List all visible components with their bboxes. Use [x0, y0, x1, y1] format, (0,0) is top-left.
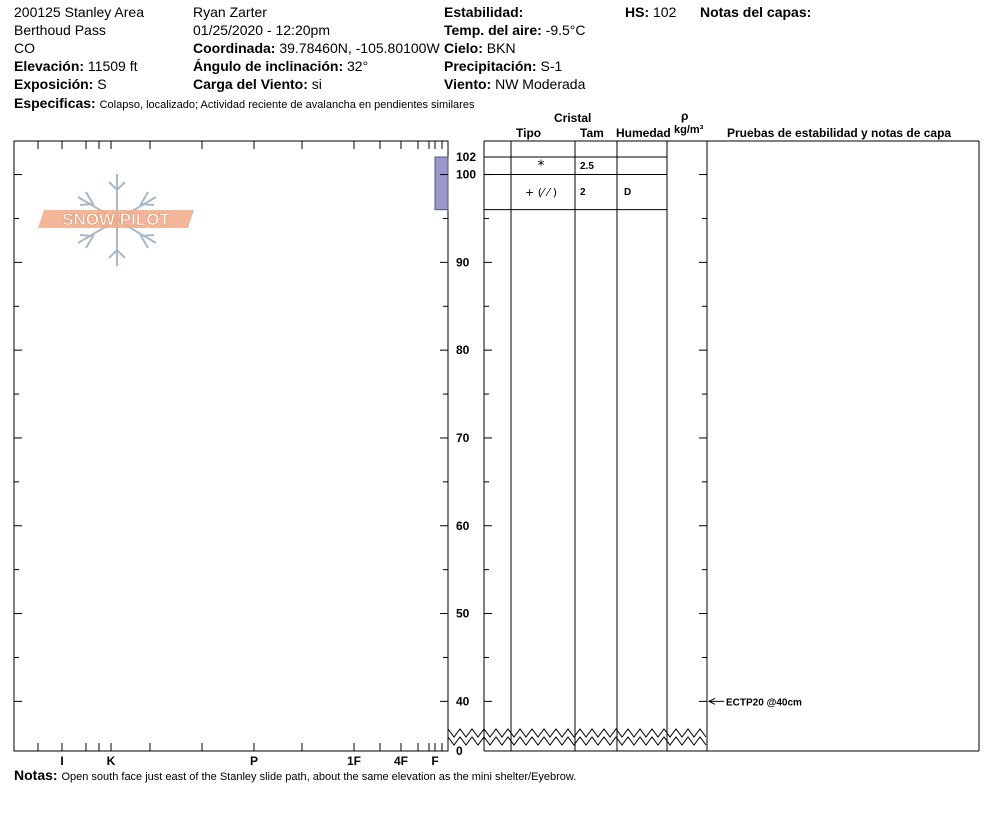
windload-row	[193, 76, 322, 92]
elevation-label: Elevación:	[14, 58, 85, 74]
airtemp-value: -9.5°C	[545, 22, 586, 38]
depth-label: 40	[456, 694, 470, 709]
hs-value: 102	[653, 4, 677, 20]
slope-label: Ángulo de inclinación:	[193, 58, 344, 74]
state-name: CO	[14, 40, 35, 56]
layer-grain-type: *	[537, 157, 545, 174]
depth-label: 70	[456, 430, 470, 445]
hardness-tick-label: K	[106, 754, 116, 768]
wind-row	[444, 76, 585, 92]
precip-label: Precipitación:	[444, 58, 537, 74]
depth-label: 0	[456, 744, 463, 758]
station-name: 200125 Stanley Area	[14, 4, 144, 20]
slope-value: 32°	[347, 58, 369, 74]
depth-label: 100	[456, 167, 477, 182]
windload-label: Carga del Viento:	[193, 76, 308, 92]
layer-grain-size: 2.5	[580, 160, 594, 172]
coordinate-row	[193, 40, 440, 56]
type-header: Tipo	[516, 126, 542, 140]
depth-label: 60	[456, 518, 470, 533]
specifics-label: Especificas:	[14, 95, 96, 111]
moisture-header: Humedad	[616, 126, 671, 140]
elevation-value: 11509 ft	[87, 58, 138, 74]
notes-value: Open south face just east of the Stanley slide path, about the same elevation as the mini shelter/Eyebrow.	[61, 771, 577, 783]
depth-label: 80	[456, 343, 470, 358]
coordinate-value: 39.78460N, -105.80100W	[279, 40, 440, 56]
observation-datetime: 01/25/2020 - 12:20pm	[193, 22, 330, 38]
crystal-header: Cristal	[554, 111, 592, 125]
airtemp-label: Temp. del aire:	[444, 22, 542, 38]
precip-row	[444, 58, 562, 74]
stability-test-label: ECTP20 @40cm	[726, 697, 802, 709]
aspect-value: S	[97, 76, 107, 92]
hardness-tick-label: F	[431, 754, 439, 768]
stability-row	[444, 4, 523, 20]
stability-label: Estabilidad:	[444, 4, 524, 20]
hardness-tick-label: 1F	[346, 754, 362, 768]
wind-value: NW Moderada	[495, 76, 586, 92]
hs-row	[625, 4, 676, 20]
snowpilot-logo	[38, 172, 196, 268]
hardness-tick-label: I	[60, 754, 64, 768]
depth-label: 90	[456, 255, 470, 270]
layer-moisture: D	[624, 187, 632, 199]
hardness-tick-label: P	[249, 754, 259, 768]
elevation-row	[14, 58, 137, 74]
sky-value: BKN	[486, 40, 516, 56]
airtemp-row	[444, 22, 586, 38]
location-name: Berthoud Pass	[14, 22, 106, 38]
notes-row	[14, 767, 576, 784]
depth-label: 102	[456, 150, 477, 164]
rho-header: ρ	[681, 109, 689, 123]
aspect-label: Exposición:	[14, 76, 94, 92]
windload-value: si	[311, 76, 322, 92]
layer-grain-type: + (⁄ ⁄ )	[525, 186, 557, 200]
wind-label: Viento:	[444, 76, 492, 92]
density-unit-header: kg/m³	[674, 124, 704, 136]
layer-grain-size: 2	[580, 187, 586, 199]
slope-row	[193, 58, 368, 74]
depth-label: 50	[456, 606, 470, 621]
hs-label: HS:	[625, 4, 650, 20]
coordinate-label: Coordinada:	[193, 40, 276, 56]
size-header: Tam	[580, 126, 604, 140]
aspect-row	[14, 76, 107, 92]
specifics-value: Colapso, localizado; Actividad reciente de avalancha en pendientes similares	[99, 99, 475, 111]
sky-label: Cielo:	[444, 40, 483, 56]
tests-header: Pruebas de estabilidad y notas de capa	[727, 126, 952, 140]
notes-label: Notas:	[14, 767, 58, 783]
logo-text: SNOW PILOT	[62, 210, 170, 229]
precip-value: S-1	[540, 58, 563, 74]
hardness-tick-label: 4F	[393, 754, 409, 768]
hardness-bar	[435, 157, 448, 210]
observer-name: Ryan Zarter	[193, 4, 267, 20]
sky-row	[444, 40, 516, 56]
specifics-row	[14, 95, 474, 111]
layer-notes-label: Notas del capas:	[700, 4, 812, 20]
